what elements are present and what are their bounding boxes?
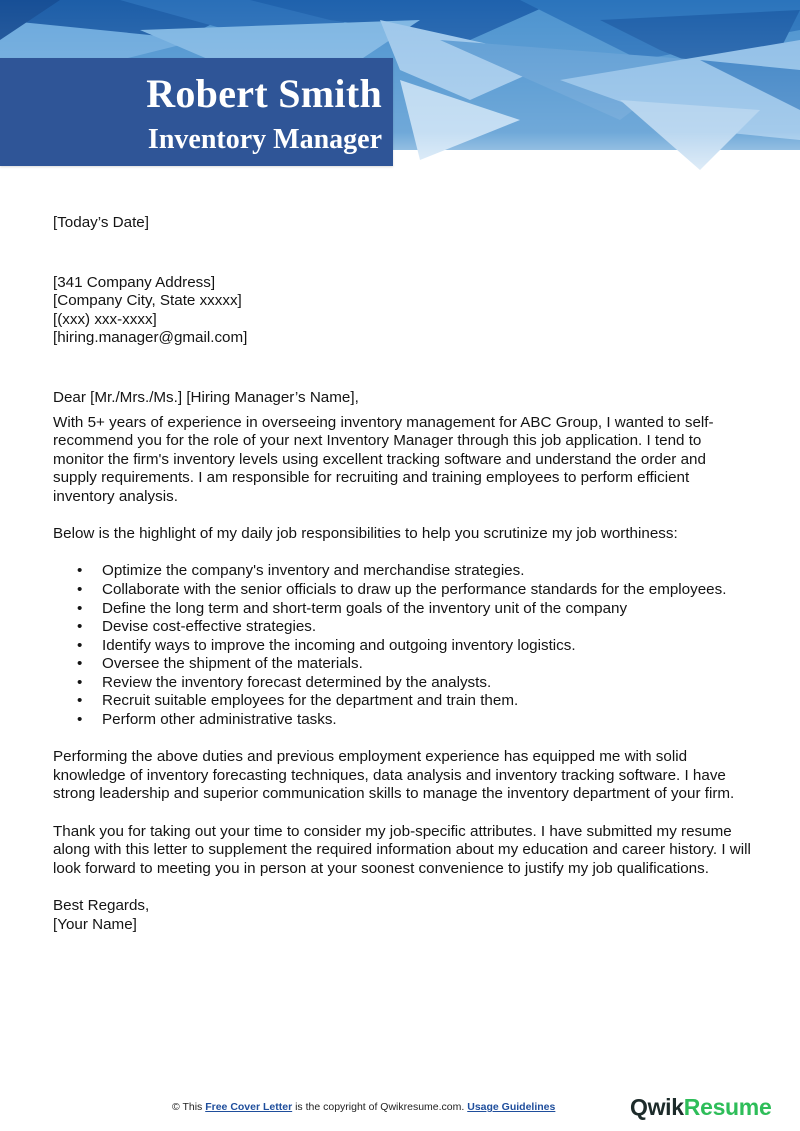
salutation: Dear [Mr./Mrs./Ms.] [Hiring Manager’s Name],	[53, 388, 359, 406]
logo-resume: Resume	[683, 1094, 772, 1120]
duties-list	[53, 562, 753, 729]
recipient-city-state: [Company City, State xxxxx]	[53, 292, 242, 310]
applicant-name: Robert Smith	[146, 71, 382, 116]
duty-item: • Identify ways to improve the incoming and outgoing inventory logistics.	[53, 637, 753, 656]
intro-paragraph: With 5+ years of experience in overseeing inventory management for ABC Group, I wanted to self-recommend you for the role of your next Inventory Manager through this job application. I tend to monitor the firm's inventory levels using excellent tracking software and understand the order and supply requirements. I am responsible for recruiting and training employees to perform efficient inventory analysis.	[53, 413, 714, 505]
body-paragraph-3: Thank you for taking out your time to consider my job-specific attributes. I have submitted my resume along with this letter to supplement the required information about my education and career history. I will look forward to meeting you in person at your soonest convenience to justify my job qualifications.	[53, 822, 751, 877]
duty-item: • Recruit suitable employees for the department and train them.	[53, 692, 753, 711]
duties-intro: Below is the highlight of my daily job responsibilities to help you scrutinize my job worthiness:	[53, 525, 678, 543]
duty-item: • Optimize the company's inventory and merchandise strategies.	[53, 562, 753, 581]
recipient-email: [hiring.manager@gmail.com]	[53, 329, 248, 347]
body-paragraph-2: Performing the above duties and previous employment experience has equipped me with solid knowledge of inventory forecasting techniques, data analysis and inventory tracking software. I have strong leadership and superior communication skills to manage the inventory department of your firm.	[53, 748, 735, 803]
duty-item: • Perform other administrative tasks.	[53, 711, 753, 730]
footer-prefix: © This	[172, 1101, 206, 1113]
duty-item: • Review the inventory forecast determined by the analysts.	[53, 674, 753, 693]
usage-guidelines-link[interactable]: Usage Guidelines	[467, 1101, 556, 1113]
closing: Best Regards,	[53, 897, 150, 914]
letter-date: [Today’s Date]	[53, 214, 149, 231]
footer-middle: is the copyright of Qwikresume.com.	[292, 1101, 468, 1113]
duty-item: • Oversee the shipment of the materials.	[53, 655, 753, 674]
copyright-footer	[172, 1101, 555, 1113]
applicant-job-title: Inventory Manager	[147, 124, 382, 155]
logo-qwik: Qwik	[630, 1094, 684, 1120]
qwikresume-logo[interactable]	[630, 1094, 771, 1121]
free-cover-letter-link[interactable]: Free Cover Letter	[205, 1101, 293, 1113]
duty-item: • Define the long term and short-term goals of the inventory unit of the company	[53, 600, 753, 619]
letter-body	[53, 214, 753, 934]
duty-item: • Collaborate with the senior officials to draw up the performance standards for the employees.	[53, 581, 753, 600]
duty-item: • Devise cost-effective strategies.	[53, 618, 753, 637]
signature: [Your Name]	[53, 915, 137, 933]
recipient-phone: [(xxx) xxx-xxxx]	[53, 310, 157, 328]
name-banner	[0, 58, 393, 166]
recipient-address: [341 Company Address]	[53, 273, 216, 291]
